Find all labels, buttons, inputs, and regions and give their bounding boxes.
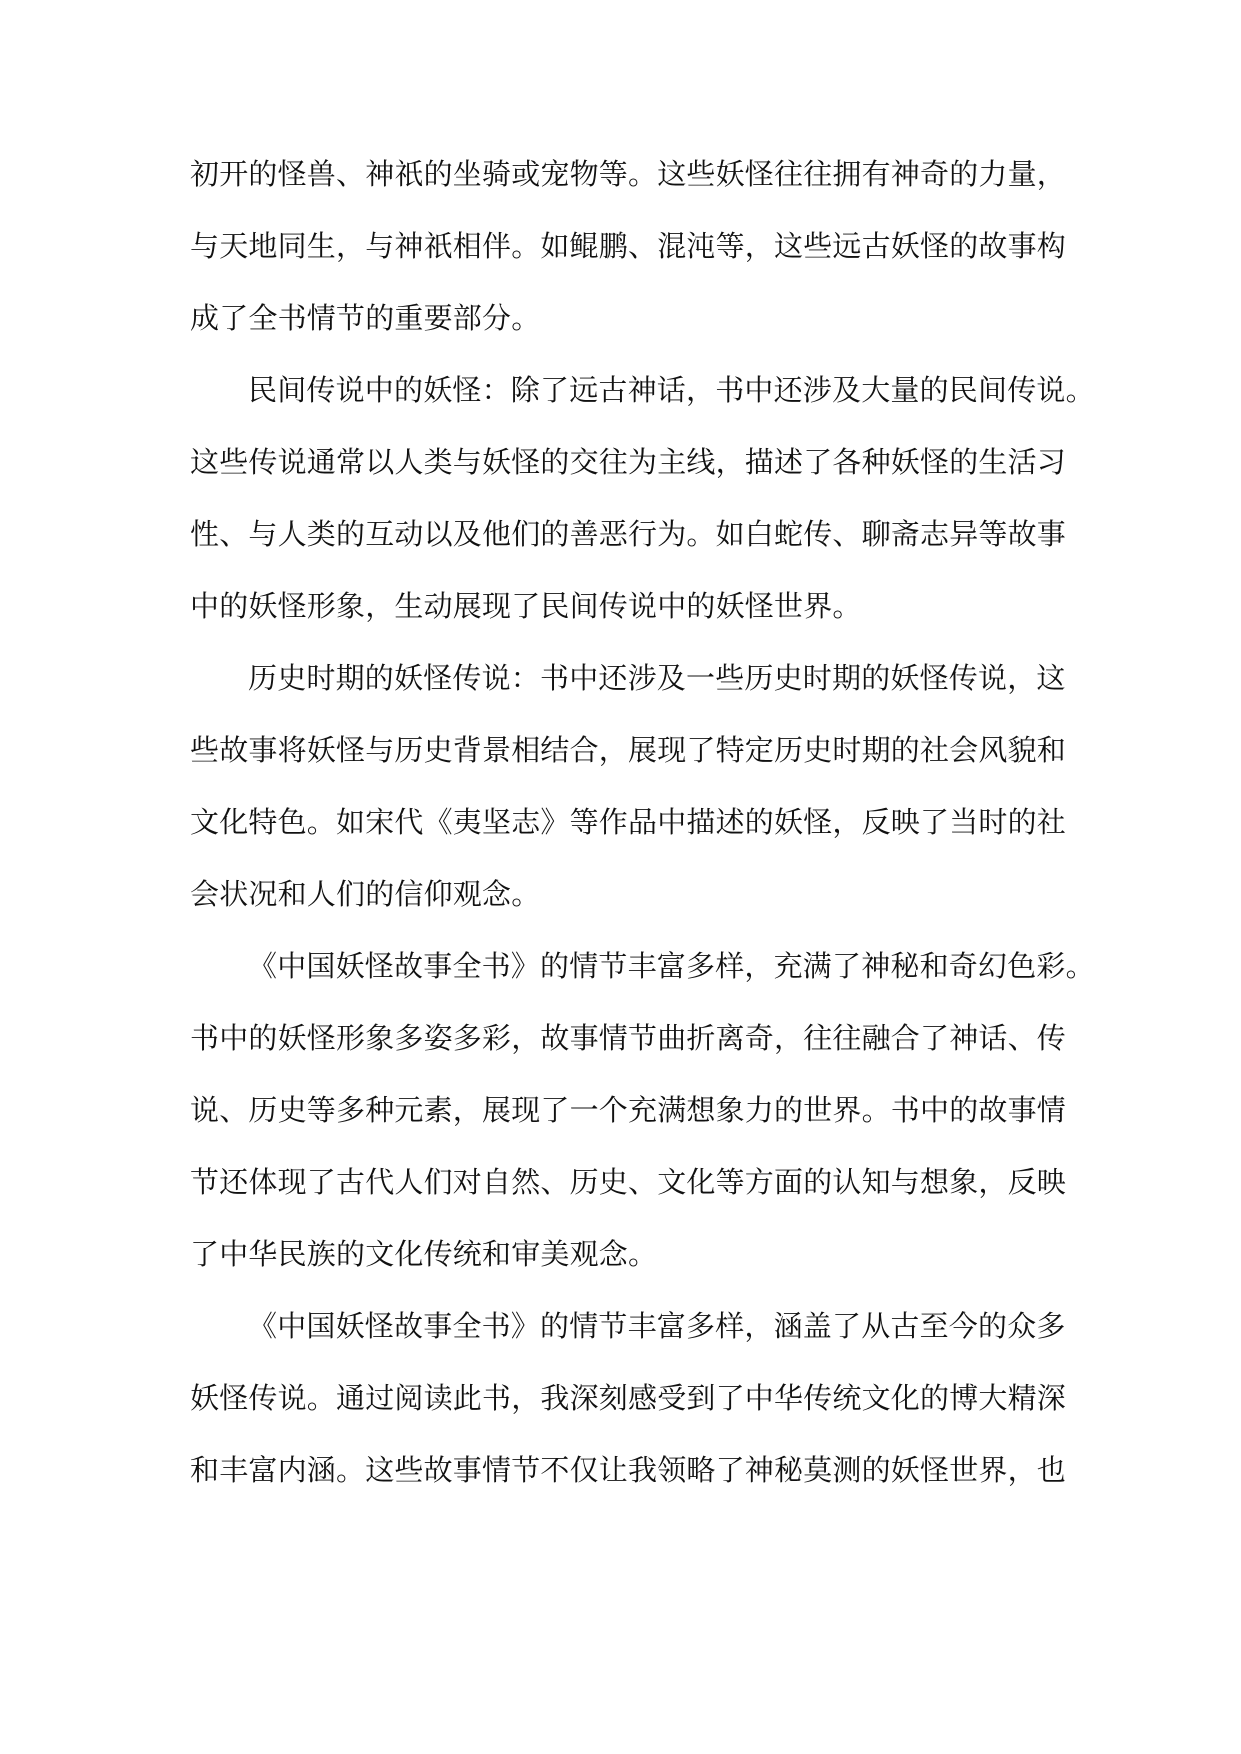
paragraph-first-line: 历史时期的妖怪传说：书中还涉及一些历史时期的妖怪传说，这: [248, 661, 1066, 695]
paragraph-first-line: 《中国妖怪故事全书》的情节丰富多样，涵盖了从古至今的众多: [248, 1309, 1066, 1343]
document-body: [190, 138, 1095, 1506]
text-line: 与天地同生，与神祇相伴。如鲲鹏、混沌等，这些远古妖怪的故事构: [190, 229, 1067, 263]
text-line: 会状况和人们的信仰观念。: [190, 877, 541, 911]
text-line: 中的妖怪形象，生动展现了民间传说中的妖怪世界。: [190, 589, 862, 623]
text-line: 妖怪传说。通过阅读此书，我深刻感受到了中华传统文化的博大精深: [190, 1381, 1067, 1415]
text-line: 成了全书情节的重要部分。: [190, 301, 541, 335]
paragraph-first-line: 民间传说中的妖怪：除了远古神话，书中还涉及大量的民间传说。: [248, 373, 1095, 407]
text-line: 些故事将妖怪与历史背景相结合，展现了特定历史时期的社会风貌和: [190, 733, 1067, 767]
text-line: 和丰富内涵。这些故事情节不仅让我领略了神秘莫测的妖怪世界，也: [190, 1453, 1067, 1487]
text-line: 书中的妖怪形象多姿多彩，故事情节曲折离奇，往往融合了神话、传: [190, 1021, 1067, 1055]
text-line: 文化特色。如宋代《夷坚志》等作品中描述的妖怪，反映了当时的社: [190, 805, 1067, 839]
text-line: 初开的怪兽、神祇的坐骑或宠物等。这些妖怪往往拥有神奇的力量，: [190, 157, 1067, 191]
text-line: 了中华民族的文化传统和审美观念。: [190, 1237, 658, 1271]
text-line: 这些传说通常以人类与妖怪的交往为主线，描述了各种妖怪的生活习: [190, 445, 1067, 479]
paragraph-first-line: 《中国妖怪故事全书》的情节丰富多样，充满了神秘和奇幻色彩。: [248, 949, 1095, 983]
text-line: 性、与人类的互动以及他们的善恶行为。如白蛇传、聊斋志异等故事: [190, 517, 1067, 551]
text-line: 说、历史等多种元素，展现了一个充满想象力的世界。书中的故事情: [190, 1093, 1067, 1127]
text-line: 节还体现了古代人们对自然、历史、文化等方面的认知与想象，反映: [190, 1165, 1067, 1199]
